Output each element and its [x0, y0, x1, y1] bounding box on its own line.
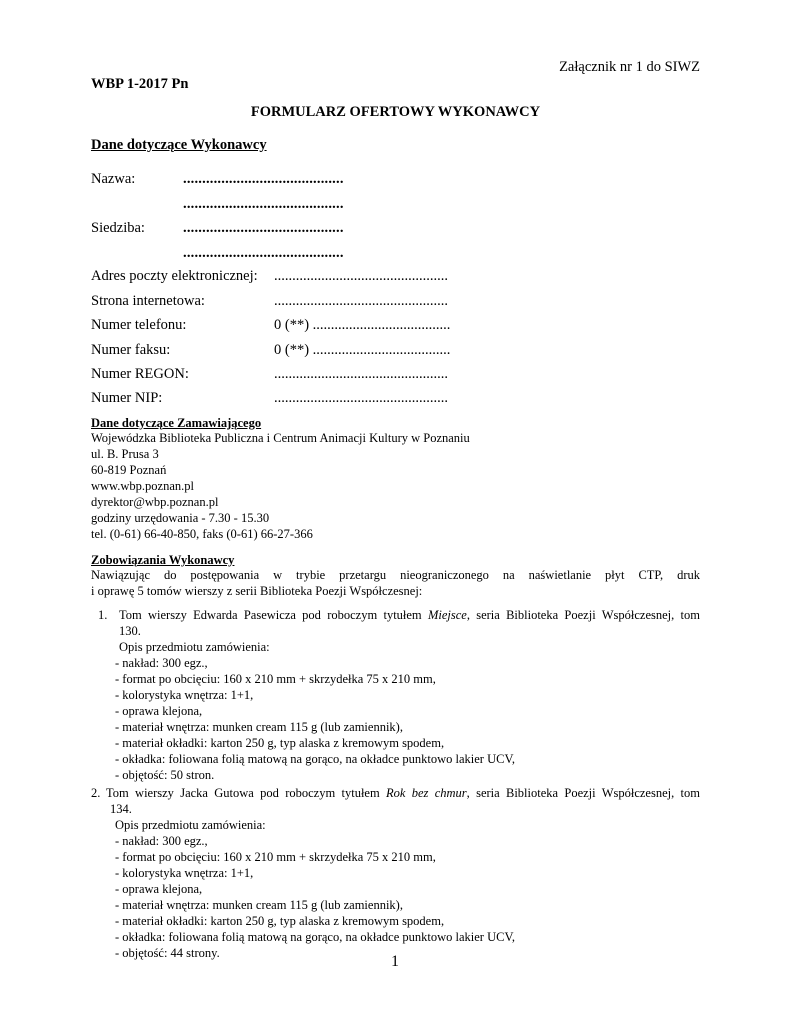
- client-postal: 60-819 Poznań: [91, 463, 167, 477]
- field-value-email[interactable]: ................................................: [274, 268, 448, 284]
- client-hours: godziny urzędowania - 7.30 - 15.30: [91, 511, 270, 525]
- field-value-regon[interactable]: ................................................: [274, 366, 448, 382]
- spec-line: - kolorystyka wnętrza: 1+1,: [115, 688, 254, 702]
- spec-line: - materiał wnętrza: munken cream 115 g (lub zamiennik),: [115, 898, 403, 912]
- client-website: www.wbp.poznan.pl: [91, 479, 194, 493]
- field-value-phone[interactable]: 0 (**) ......................................: [274, 317, 451, 333]
- client-name: Wojewódzka Biblioteka Publiczna i Centrum Animacji Kultury w Poznaniu: [91, 431, 470, 445]
- field-value-name-2[interactable]: ..........................................: [183, 196, 344, 212]
- spec-line: - materiał okładki: karton 250 g, typ alaska z kremowym spodem,: [115, 736, 445, 750]
- spec-line: - oprawa klejona,: [115, 704, 203, 718]
- obligations-heading: Zobowiązania Wykonawcy: [91, 553, 235, 567]
- spec-line: - format po obcięciu: 160 x 210 mm + skrzydełka 75 x 210 mm,: [115, 850, 436, 864]
- spec-line: - materiał okładki: karton 250 g, typ alaska z kremowym spodem,: [115, 914, 445, 928]
- spec-line: - objętość: 50 stron.: [115, 768, 215, 782]
- field-value-seat[interactable]: ..........................................: [183, 220, 344, 236]
- spec-line: - okładka: foliowana folią matową na gorąco, na okładce punktowo lakier UCV,: [115, 930, 515, 944]
- item-number: 1.: [98, 608, 108, 622]
- client-email: dyrektor@wbp.poznan.pl: [91, 495, 219, 509]
- field-label-regon: Numer REGON:: [91, 366, 189, 382]
- page-number: 1: [391, 953, 399, 970]
- book-title: Rok bez chmur: [386, 786, 467, 800]
- item-title-suffix: , seria Biblioteka Poezji Współczesnej, tom: [466, 608, 700, 622]
- item-title-suffix: , seria Biblioteka Poezji Współczesnej, tom: [466, 786, 700, 800]
- item-title-line: [119, 607, 700, 623]
- field-label-seat: Siedziba:: [91, 220, 145, 236]
- item-volume: 134.: [110, 802, 132, 816]
- field-value-seat-2[interactable]: ..........................................: [183, 245, 344, 261]
- page-title: FORMULARZ OFERTOWY WYKONAWCY: [250, 104, 541, 120]
- obligations-intro-line1: Nawiązując do postępowania w trybie przetargu nieograniczonego na naświetlanie płyt CTP, druk: [91, 568, 700, 582]
- field-value-name[interactable]: ..........................................: [183, 171, 344, 187]
- spec-line: - kolorystyka wnętrza: 1+1,: [115, 866, 254, 880]
- field-label-fax: Numer faksu:: [91, 342, 171, 358]
- field-label-name: Nazwa:: [91, 171, 136, 187]
- item-title-prefix: Tom wierszy Edwarda Pasewicza pod roboczym tytułem: [119, 608, 428, 622]
- item-title-prefix: Tom wierszy Jacka Gutowa pod roboczym tytułem: [106, 786, 386, 800]
- book-title: Miejsce: [427, 608, 467, 622]
- item-title-line: [106, 785, 700, 801]
- field-value-nip[interactable]: ................................................: [274, 390, 448, 406]
- reference-number: WBP 1-2017 Pn: [91, 76, 189, 92]
- field-label-phone: Numer telefonu:: [91, 317, 187, 333]
- field-label-nip: Numer NIP:: [91, 390, 163, 406]
- client-street: ul. B. Prusa 3: [91, 447, 159, 461]
- field-label-website: Strona internetowa:: [91, 293, 205, 309]
- field-value-fax[interactable]: 0 (**) ......................................: [274, 342, 451, 358]
- spec-line: - okładka: foliowana folią matową na gorąco, na okładce punktowo lakier UCV,: [115, 752, 515, 766]
- spec-line: - nakład: 300 egz.,: [115, 656, 208, 670]
- client-heading: Dane dotyczące Zamawiającego: [91, 416, 262, 430]
- obligations-intro-line2: i oprawę 5 tomów wierszy z serii Biblioteka Poezji Współczesnej:: [91, 584, 423, 598]
- client-phone: tel. (0-61) 66-40-850, faks (0-61) 66-27-366: [91, 527, 313, 541]
- spec-line: - oprawa klejona,: [115, 882, 203, 896]
- attachment-label: Załącznik nr 1 do SIWZ: [559, 59, 700, 75]
- field-label-email: Adres poczty elektronicznej:: [91, 268, 258, 284]
- item-desc-heading: Opis przedmiotu zamówienia:: [115, 818, 266, 832]
- spec-line: - nakład: 300 egz.,: [115, 834, 208, 848]
- field-value-website[interactable]: ................................................: [274, 293, 448, 309]
- item-desc-heading: Opis przedmiotu zamówienia:: [119, 640, 270, 654]
- spec-line: - objętość: 44 strony.: [115, 946, 220, 960]
- item-number: 2.: [91, 786, 101, 800]
- contractor-heading: Dane dotyczące Wykonawcy: [91, 137, 267, 153]
- spec-line: - materiał wnętrza: munken cream 115 g (lub zamiennik),: [115, 720, 403, 734]
- item-volume: 130.: [119, 624, 141, 638]
- spec-line: - format po obcięciu: 160 x 210 mm + skrzydełka 75 x 210 mm,: [115, 672, 436, 686]
